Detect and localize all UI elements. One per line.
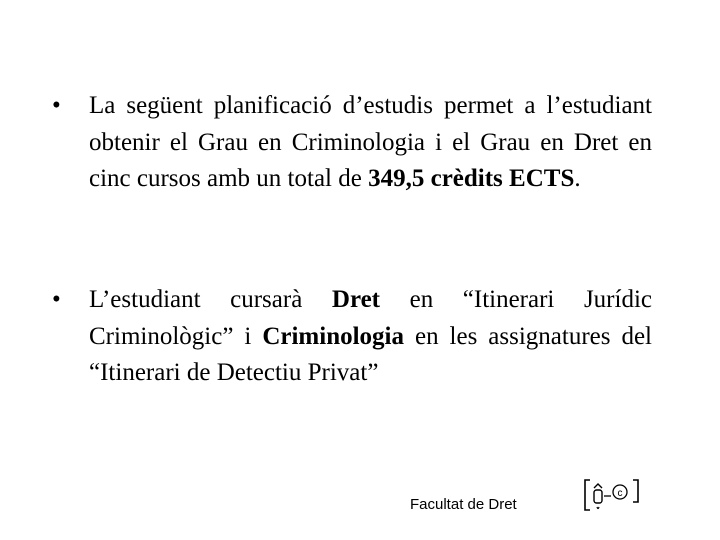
logo-glyph: c xyxy=(617,488,623,499)
bullet-bold-text: 349,5 crèdits ECTS xyxy=(368,165,575,192)
bullet-marker: • xyxy=(52,92,61,119)
bullet-item xyxy=(52,88,652,198)
bullet-text xyxy=(89,88,652,198)
bullet-text-part: . xyxy=(574,165,581,192)
bullet-marker: • xyxy=(52,286,61,313)
bullet-item xyxy=(52,282,652,392)
bullet-text-part: en les assignatures del “Itinerari de Detectiu Privat” xyxy=(89,322,652,386)
bullet-bold-text: Criminologia xyxy=(262,322,404,350)
faculty-logo-icon xyxy=(582,474,642,518)
bullet-text-part: La següent planificació d’estudis permet a l’estudiant obtenir el Grau en Criminologia i el Grau en Dret en cinc cursos amb un total de xyxy=(89,92,652,192)
bullet-text-part: L’estudiant cursarà xyxy=(89,286,332,313)
footer-label: Facultat de Dret xyxy=(410,496,517,513)
bullet-text xyxy=(89,282,652,392)
bullet-text-part: en “Itinerari Jurídic Criminològic” i xyxy=(89,286,652,350)
bullet-bold-text: Dret xyxy=(331,286,381,313)
